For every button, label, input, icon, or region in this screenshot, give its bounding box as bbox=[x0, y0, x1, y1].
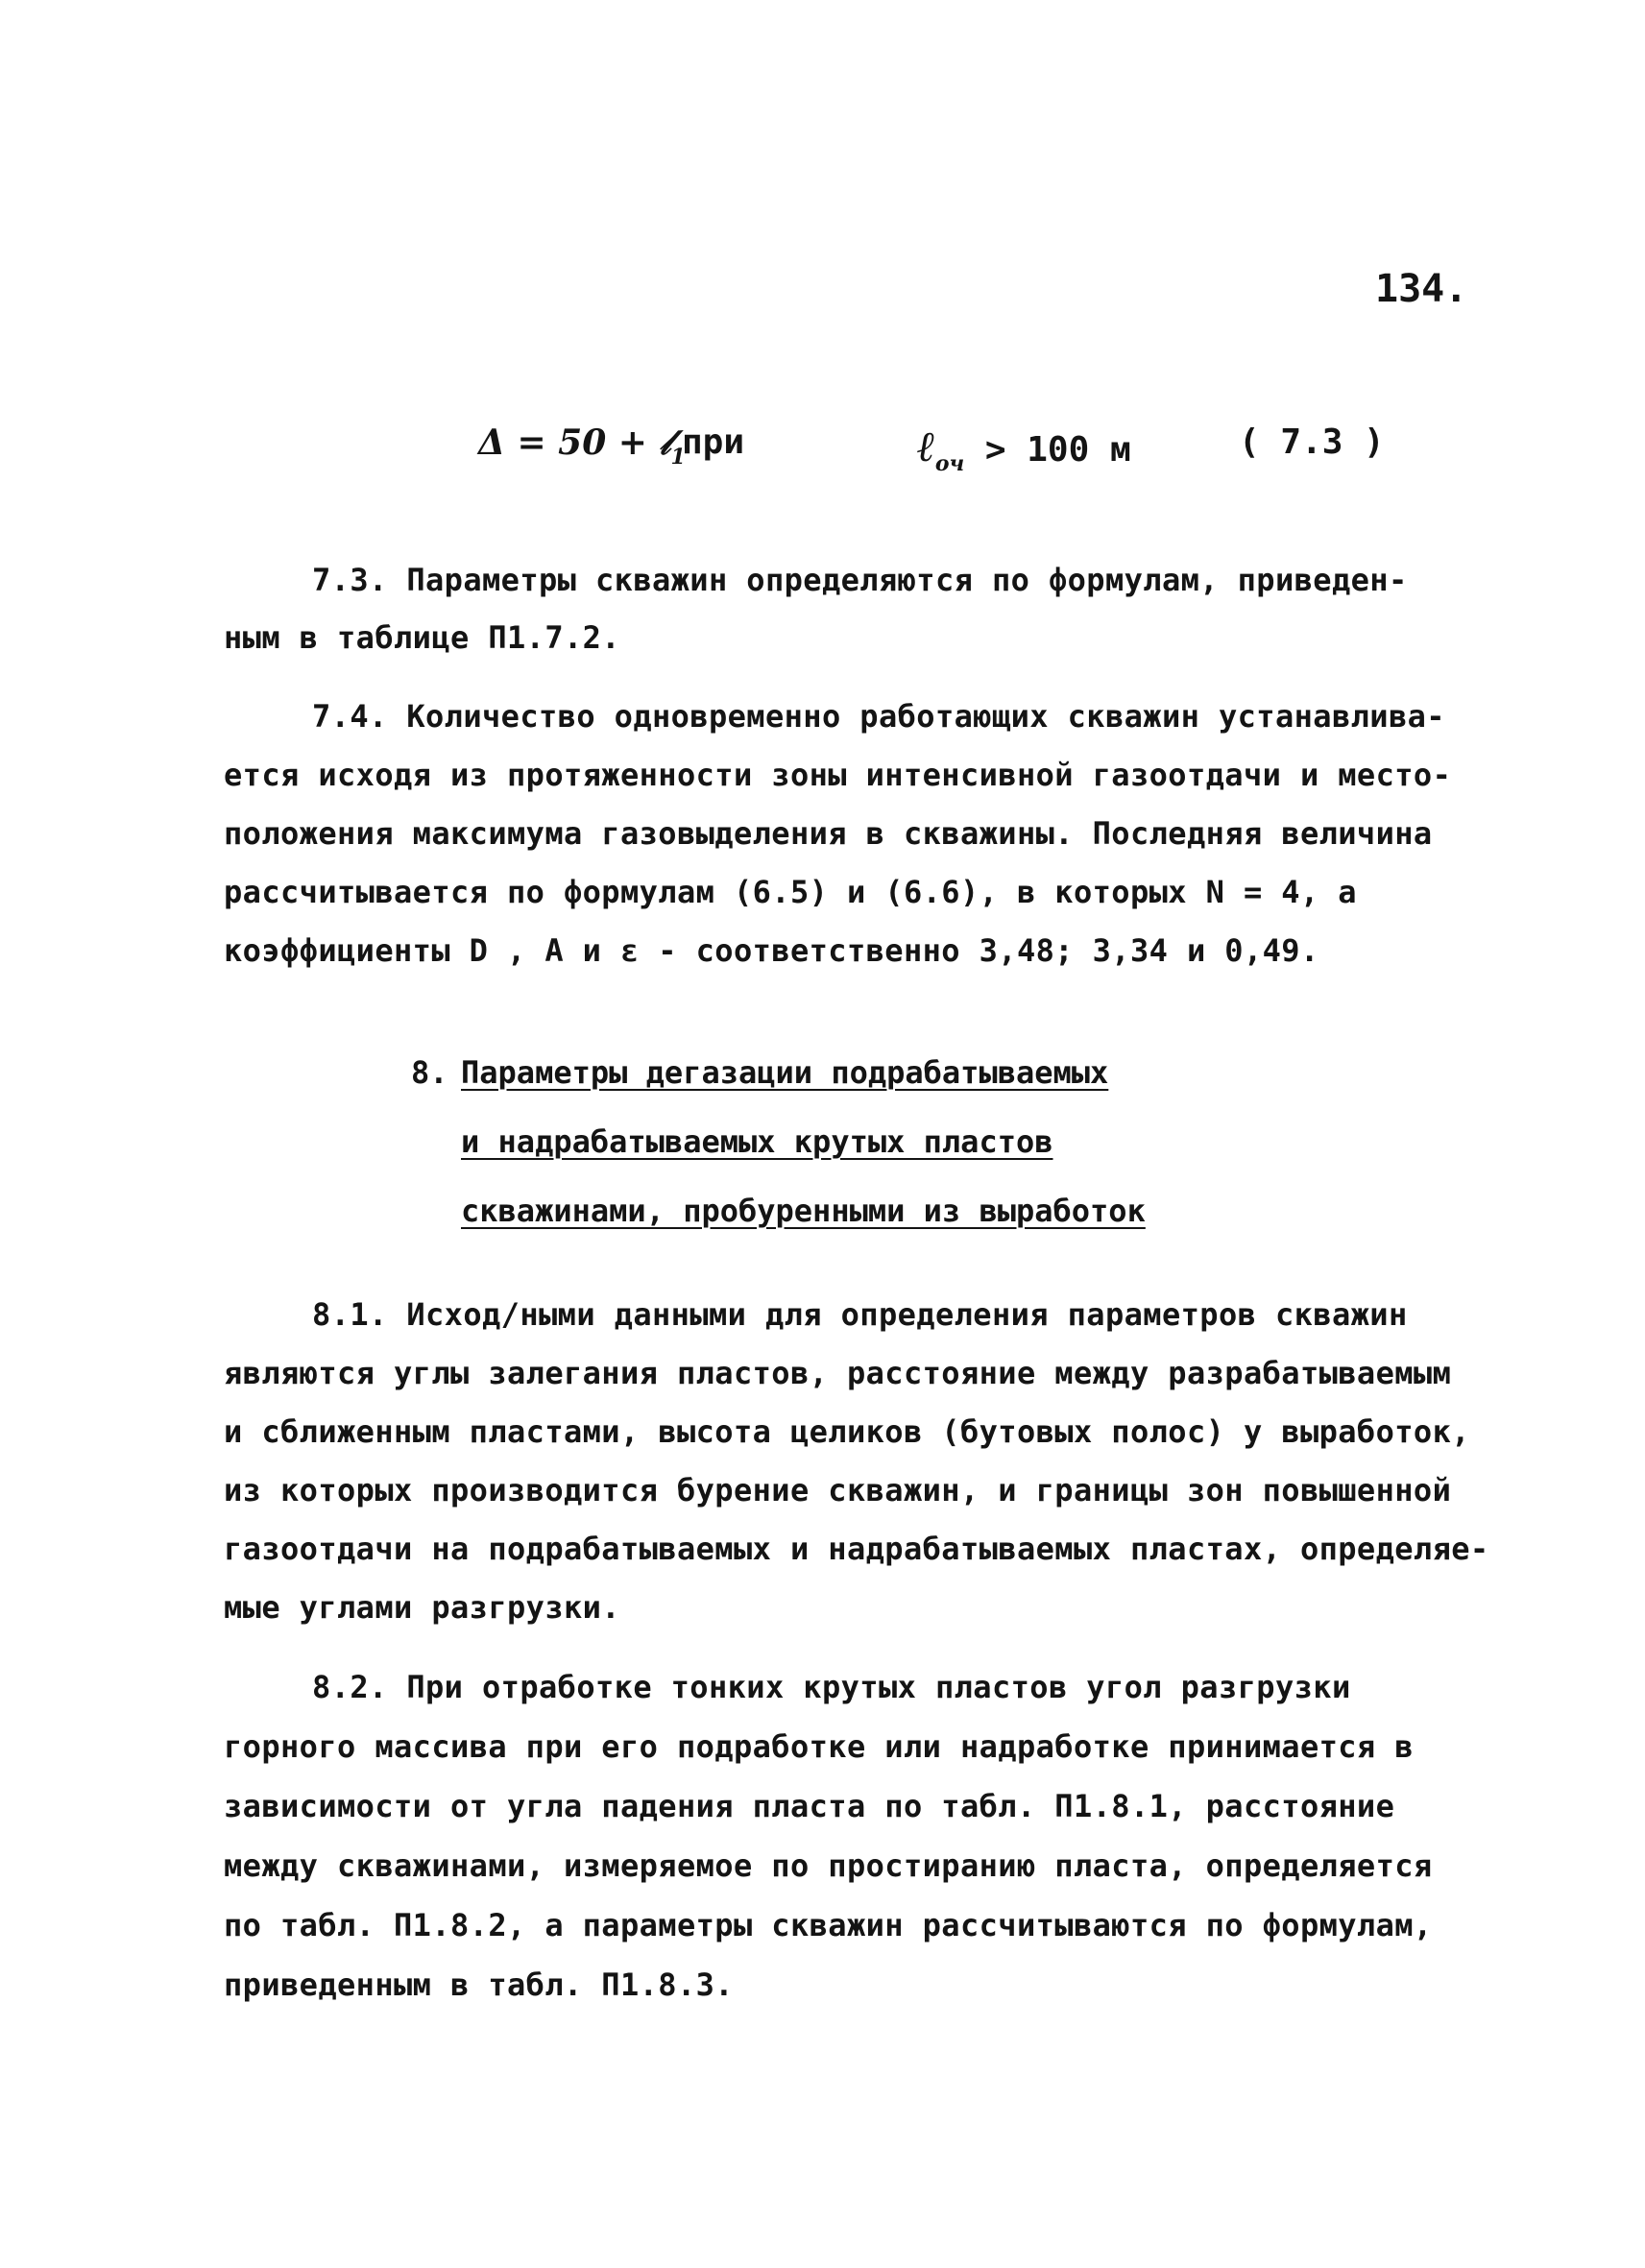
paragraph-line: из которых производится бурение скважин, и границы зон повышенной bbox=[224, 1472, 1452, 1508]
paragraph-line: 8.1. Исход/ными данными для определения параметров скважин bbox=[312, 1296, 1408, 1333]
paragraph-line: 7.3. Параметры скважин определяются по формулам, приведен- bbox=[312, 562, 1408, 598]
paragraph-line: коэффициенты D , A и ε - соответственно 3,48; 3,34 и 0,49. bbox=[224, 932, 1319, 969]
paragraph-line: газоотдачи на подрабатываемых и надрабатываемых пластах, определяе- bbox=[224, 1531, 1489, 1567]
paragraph-line: 8.2. При отработке тонких крутых пластов угол разгрузки bbox=[312, 1669, 1351, 1705]
formula-7-3 bbox=[0, 422, 1645, 480]
paragraph-line: зависимости от угла падения пласта по табл. П1.8.1, расстояние bbox=[224, 1788, 1395, 1824]
formula-condition bbox=[917, 422, 1131, 476]
heading-line: и надрабатываемых крутых пластов bbox=[461, 1123, 1053, 1160]
formula-lhs bbox=[478, 422, 686, 470]
paragraph-line: рассчитывается по формулам (6.5) и (6.6), в которых N = 4, а bbox=[224, 874, 1357, 910]
paragraph-line: и сближенным пластами, высота целиков (бутовых полос) у выработок, bbox=[224, 1413, 1470, 1450]
paragraph-line: между скважинами, измеряемое по простиранию пласта, определяется bbox=[224, 1847, 1433, 1884]
paragraph-line: по табл. П1.8.2, а параметры скважин рассчитываются по формулам, bbox=[224, 1907, 1433, 1943]
paragraph-line: положения максимума газовыделения в скважины. Последняя величина bbox=[224, 815, 1433, 852]
formula-condition-var: ℓ bbox=[917, 422, 935, 471]
paragraph-line: ется исходя из протяженности зоны интенсивной газоотдачи и место- bbox=[224, 757, 1452, 793]
formula-lhs-text: Δ = 50 + 𝓁 bbox=[478, 422, 671, 463]
paragraph-line: являются углы залегания пластов, расстояние между разрабатываемым bbox=[224, 1355, 1452, 1391]
formula-condition-sub: оч bbox=[934, 451, 965, 476]
formula-condition-rest: > 100 м bbox=[984, 430, 1131, 470]
formula-number: ( 7.3 ) bbox=[1239, 422, 1385, 462]
page-number: 134. bbox=[1375, 267, 1468, 311]
paragraph-line: мые углами разгрузки. bbox=[224, 1589, 620, 1626]
heading-line: скважинами, пробуренными из выработок bbox=[461, 1193, 1146, 1229]
heading-line: Параметры дегазации подрабатываемых bbox=[461, 1054, 1109, 1091]
paragraph-line: ным в таблице П1.7.2. bbox=[224, 619, 620, 656]
paragraph-line: горного массива при его подработке или надработке принимается в bbox=[224, 1728, 1414, 1765]
heading-number: 8. bbox=[411, 1054, 448, 1091]
formula-lhs-sub: 1 bbox=[670, 445, 686, 470]
paragraph-line: 7.4. Количество одновременно работающих скважин устанавлива- bbox=[312, 698, 1445, 735]
paragraph-line: приведенным в табл. П1.8.3. bbox=[224, 1966, 734, 2003]
formula-condition-word: при bbox=[682, 422, 745, 462]
